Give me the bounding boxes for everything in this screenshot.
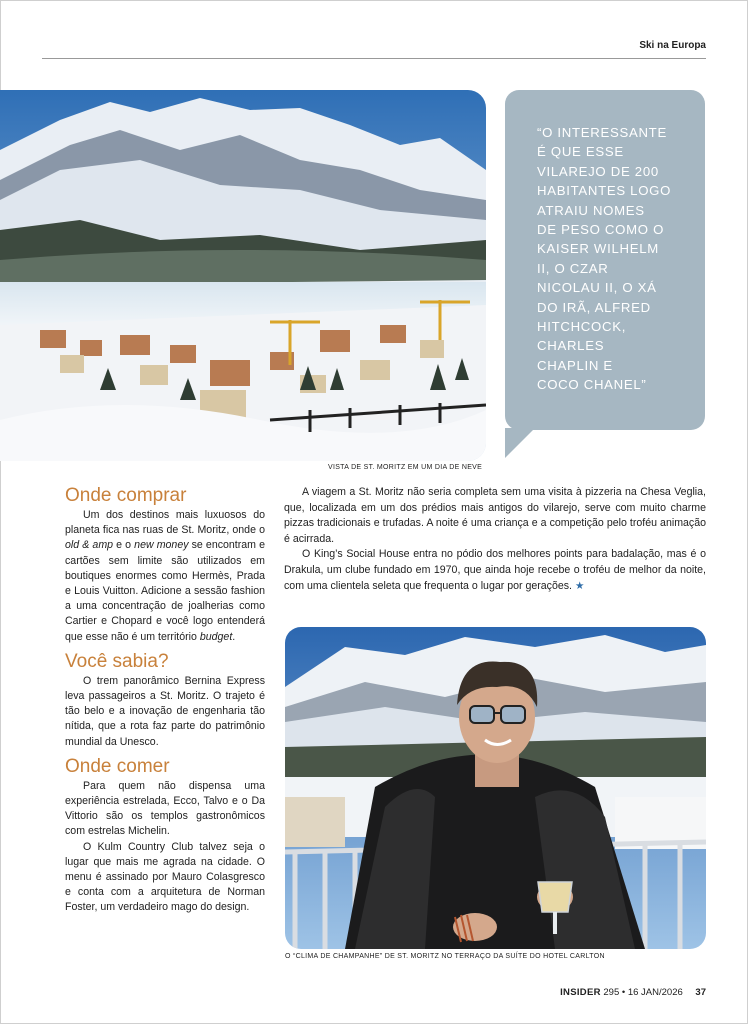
right-paragraph-1: A viagem a St. Moritz não seria completa sem uma visita à pizzeria na Chesa Veglia, que, localizada em um dos prédios mais antigos do vilarejo, serve com muito charme pizzas tradicionais e trufadas. A noite é uma criança e a competição pelo troféu animação é acirrada. — [284, 486, 706, 545]
top-photo-caption: VISTA DE ST. MORITZ EM UM DIA DE NEVE — [328, 464, 483, 471]
pull-quote-tail — [505, 428, 535, 458]
page-footer — [560, 987, 706, 998]
right-paragraph-2-text: O King’s Social House entra no pódio dos melhores points para badalação, mas é o Drakula, um clube fundado em 1970, que ainda hoje recebe o troféu de melhor da noite, com uma clientela seleta que frequenta o lugar por gerações. — [284, 548, 706, 592]
onde-comprar-text-2: e o — [113, 539, 135, 552]
voce-sabia-paragraph: O trem panorâmico Bernina Express leva passageiros a St. Moritz. O trajeto é tão belo e a inovação de engenharia tão nítida, que a rota faz parte do patrimônio mundial da Unesco. — [65, 674, 265, 748]
section-label: Ski na Europa — [639, 40, 706, 51]
st-moritz-snow-photo — [0, 90, 486, 461]
pull-quote-text: “O INTERESSANTE É QUE ESSE VILAREJO DE 200 HABITANTES LOGO ATRAIU NOMES DE PESO COMO O KAISER WILHELM II, O CZAR NICOLAU II, O XÁ DO IRÃ, ALFRED HITCHCOCK, CHARLES CHAPLIN E COCO CHANEL” — [537, 125, 672, 393]
onde-comprar-paragraph — [65, 508, 265, 645]
onde-comprar-italic-3: budget — [199, 630, 233, 643]
left-column — [65, 485, 265, 916]
onde-comprar-italic-1: old & amp — [65, 539, 114, 552]
voce-sabia-heading: Você sabia? — [65, 650, 169, 672]
magazine-brand: INSIDER — [560, 987, 601, 998]
hotel-carlton-terrace-photo — [285, 627, 706, 949]
right-paragraph-2 — [284, 547, 706, 594]
onde-comprar-text-3: se encontram e cartões sem limite são utilizados em boutiques enormes como Hermès, Prada e Louis Vuitton. Adicione a sessão fashion a uma concentração de joalherias como Cartier e Chopard e você logo entenderá que esse não é um território — [65, 539, 265, 643]
onde-comprar-text-4: . — [232, 630, 236, 643]
onde-comer-heading: Onde comer — [65, 755, 170, 777]
page-number: 37 — [695, 987, 706, 998]
onde-comer-paragraph-1: Para quem não dispensa uma experiência estrelada, Ecco, Talvo e o Da Vittorio são os templos gastronômicos com estrelas Michelin. — [65, 779, 265, 838]
onde-comprar-text-1: Um dos destinos mais luxuosos do planeta fica nas ruas de St. Moritz, onde o — [65, 509, 265, 537]
onde-comer-paragraph-2: O Kulm Country Club talvez seja o lugar que mais me agrada na cidade. O menu é assinado por Mauro Colasgresco e conta com a arquitetura de Norman Foster, um verdadeiro mago do design. — [65, 840, 265, 914]
end-star-icon: ★ — [574, 579, 585, 592]
onde-comprar-heading: Onde comprar — [65, 485, 187, 506]
bottom-photo-caption: O “CLIMA DE CHAMPANHE” DE ST. MORITZ NO TERRAÇO DA SUÍTE DO HOTEL CARLTON — [285, 953, 605, 960]
header-rule — [42, 58, 706, 59]
onde-comprar-italic-2: new money — [134, 539, 189, 552]
right-column — [284, 485, 706, 594]
issue-info: 295 • 16 JAN/2026 — [603, 987, 683, 998]
